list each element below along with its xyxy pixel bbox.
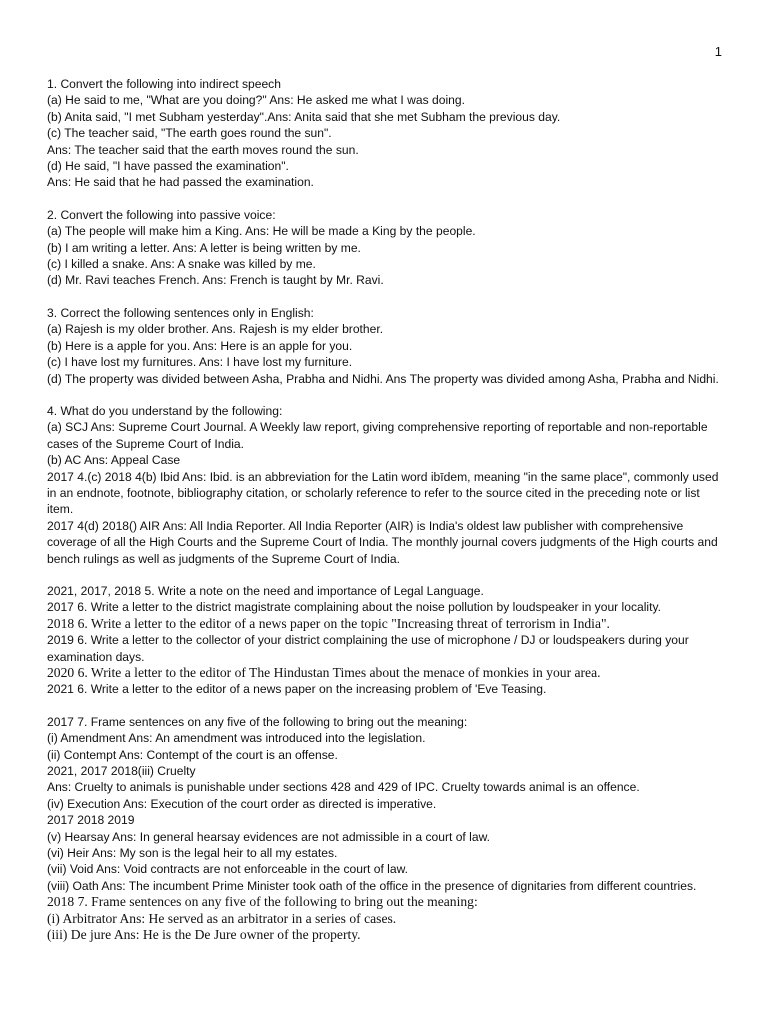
- q1-line: (d) He said, "I have passed the examination".: [47, 159, 289, 174]
- q7-line: (vii) Void Ans: Void contracts are not enforceable in the court of law.: [47, 862, 408, 877]
- q7-line: (v) Hearsay Ans: In general hearsay evidences are not admissible in a court of law.: [47, 829, 490, 844]
- q1-heading: 1. Convert the following into indirect speech: [47, 77, 281, 91]
- q6-line-2020: 2020 6. Write a letter to the editor of The Hindustan Times about the menace of monkies in your area.: [47, 665, 601, 680]
- q7-heading: 2017 7. Frame sentences on any five of the following to bring out the meaning:: [47, 714, 468, 729]
- q6-line-2017: 2017 6. Write a letter to the district magistrate complaining about the noise pollution by loudspeaker in your locality.: [47, 600, 661, 615]
- q4-line: (a) SCJ Ans: Supreme Court Journal. A Weekly law report, giving comprehensive reporting of reportable and non-reportable cases of the Supreme Court of India.: [47, 420, 708, 451]
- q7-2018-line: (i) Arbitrator Ans: He served as an arbitrator in a series of cases.: [47, 910, 397, 926]
- q3-line: (b) Here is a apple for you. Ans: Here is an apple for you.: [47, 338, 353, 353]
- q6-line-2021: 2021 6. Write a letter to the editor of a news paper on the increasing problem of 'Eve Teasing.: [47, 682, 547, 697]
- q7-line: Ans: Cruelty to animals is punishable under sections 428 and 429 of IPC. Cruelty towards animal is an offence.: [47, 780, 640, 795]
- q6-line-2018: 2018 6. Write a letter to the editor of a news paper on the topic "Increasing threat of terrorism in India".: [47, 615, 610, 631]
- q4-heading: 4. What do you understand by the following:: [47, 403, 283, 418]
- q3-line: (a) Rajesh is my older brother. Ans. Rajesh is my elder brother.: [47, 322, 384, 337]
- q7-line: 2021, 2017 2018(iii) Cruelty: [47, 764, 196, 779]
- page-number: 1: [714, 44, 722, 59]
- q3-line: (d) The property was divided between Asha, Prabha and Nidhi. Ans The property was divided among Asha, Prabha and Nidhi.: [47, 371, 719, 386]
- q7-line: (ii) Contempt Ans: Contempt of the court is an offense.: [47, 747, 338, 762]
- q2-line: (b) I am writing a letter. Ans: A letter is being written by me.: [47, 240, 361, 255]
- q3-line: (c) I have lost my furnitures. Ans: I have lost my furniture.: [47, 355, 353, 370]
- q6-line-2019: 2019 6. Write a letter to the collector of your district complaining the use of microphone / DJ or loudspeakers during your examination days.: [47, 633, 689, 664]
- q1-line: (c) The teacher said, "The earth goes round the sun".: [47, 126, 332, 141]
- q7-line: 2017 2018 2019: [47, 813, 135, 828]
- q7-line: (vi) Heir Ans: My son is the legal heir to all my estates.: [47, 846, 338, 861]
- q1-line: (a) He said to me, "What are you doing?" Ans: He asked me what I was doing.: [47, 93, 465, 108]
- q7-line: (viii) Oath Ans: The incumbent Prime Minister took oath of the office in the presence of dignitaries from different countries.: [47, 878, 697, 893]
- q3-heading: 3. Correct the following sentences only in English:: [47, 305, 314, 320]
- q7-2018-heading: 2018 7. Frame sentences on any five of the following to bring out the meaning:: [47, 894, 478, 910]
- q7-2018-line: (iii) De jure Ans: He is the De Jure owner of the property.: [47, 927, 361, 943]
- q1-line: Ans: He said that he had passed the examination.: [47, 175, 314, 190]
- q7-line: (iv) Execution Ans: Execution of the court order as directed is imperative.: [47, 796, 437, 811]
- q7-line: (i) Amendment Ans: An amendment was introduced into the legislation.: [47, 731, 426, 746]
- q2-line: (a) The people will make him a King. Ans: He will be made a King by the people.: [47, 224, 476, 239]
- q4-line: 2017 4.(c) 2018 4(b) Ibid Ans: Ibid. is an abbreviation for the Latin word ibīdem, meaning "in the same place", commonly used in an endnote, footnote, bibliography citation, or scholarly reference to refer to the source cited in the preceding note or list item.: [47, 469, 719, 517]
- q4-line: (b) AC Ans: Appeal Case: [47, 453, 181, 468]
- q2-line: (c) I killed a snake. Ans: A snake was killed by me.: [47, 257, 316, 272]
- q5-line: 2021, 2017, 2018 5. Write a note on the need and importance of Legal Language.: [47, 583, 484, 598]
- q1-line: Ans: The teacher said that the earth moves round the sun.: [47, 142, 359, 157]
- q4-line: 2017 4(d) 2018() AIR Ans: All India Reporter. All India Reporter (AIR) is India's oldest law publisher with comprehensive coverage of all the High Courts and the Supreme Court of India. The monthly journal covers judgments of the High courts and bench rulings as well as judgments of the Supreme Court of India.: [47, 518, 718, 566]
- q2-heading: 2. Convert the following into passive voice:: [47, 207, 276, 222]
- document-body: [47, 76, 727, 944]
- q1-line: (b) Anita said, "I met Subham yesterday".Ans: Anita said that she met Subham the previous day.: [47, 109, 561, 124]
- q2-line: (d) Mr. Ravi teaches French. Ans: French is taught by Mr. Ravi.: [47, 273, 384, 288]
